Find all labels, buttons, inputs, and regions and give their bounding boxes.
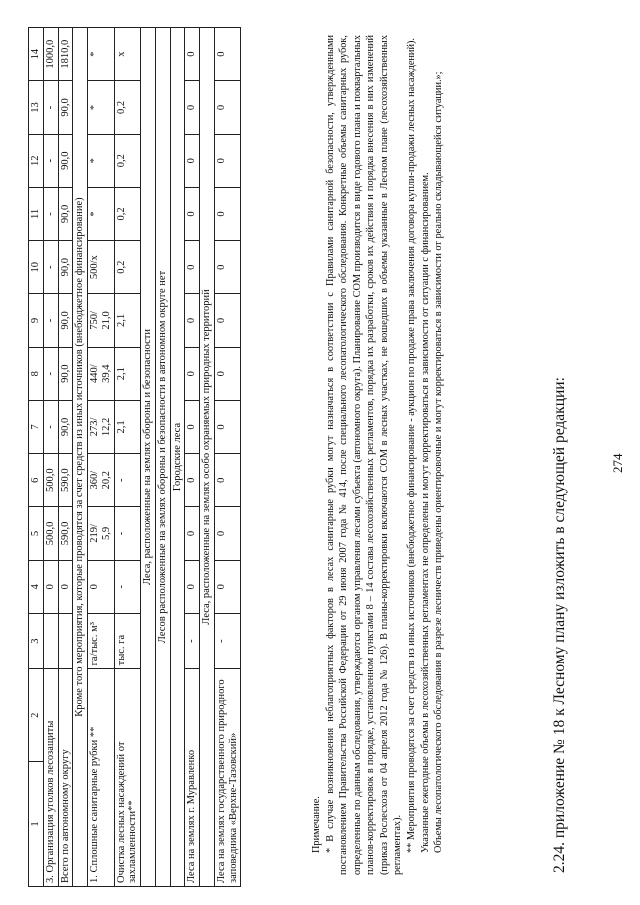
header-cell: 2 [29,669,44,762]
row-label: Всего по автономному округу [58,669,73,887]
table-row [43,28,58,887]
section-title: Кроме того мероприятия, которые проводятся за счет средств из иных источников (внебюджетное финансирование) [73,28,88,887]
table-cell: 0 [185,294,200,347]
table-cell: 590,0 [58,507,73,560]
forest-plan-table [28,27,241,887]
row-label: 1. Сплошные санитарные рубки ** [88,669,115,887]
table-cell: 0 [58,560,73,613]
table-cell: - [43,81,58,134]
section-row [170,28,185,887]
table-cell [88,400,115,453]
row-label: Леса на землях г. Муравленко [185,669,200,887]
section-row [73,28,88,887]
header-row [29,28,44,887]
header-cell: 3 [29,613,44,669]
table-cell: 0 [43,560,58,613]
table-cell: 90,0 [58,187,73,240]
table-cell: 0 [185,400,200,453]
table-cell: 2,1 [114,294,141,347]
table-cell: 0 [185,134,200,187]
table-cell: 0 [214,560,241,613]
cell-line: 360/ [89,470,100,490]
table-cell: 590,0 [58,454,73,507]
table-cell: - [43,294,58,347]
table-cell: 500,0 [43,454,58,507]
table-cell: 0 [214,294,241,347]
cell-line: 5,9 [100,526,112,540]
table-cell [88,454,115,507]
table-cell: 2,1 [114,400,141,453]
table-cell: - [43,134,58,187]
table-cell: 500,0 [43,507,58,560]
note-paragraph: * В случае возникновения неблагоприятных факторов в лесах санитарные рубки могут назначаться в соответствии с Правилами санитарной безопасности, утвержденными постановлением Правительства Российской Федерации от 29 июня 2007 года № 414, после специального лесопатологического обследования. Конкретные объемы санитарных рубок, определенные по данным обследования, утверждаются органом управления лесами субъекта (автономного округа). Планирование СОМ производится в виде годового плана и поквартальных планов-корректировок в порядке, установленном пунктами 8 – 14 состава лесохозяйственных регламентов, порядка их разработки, сроков их действия и порядка внесения в них изменений (приказ Рослесхоза от 04 апреля 2012 года № 126). В планы-корректировки включаются СОМ в лесных участках, не вошедших в объемы указанные в Лесном плане (лесохозяйственных регламентах). [324,35,404,875]
table-cell: - [214,613,241,669]
cell-line: 440/ [89,364,100,384]
table-cell [88,347,115,400]
section-title: Лесов расположенные на землях обороны и безопасности в автономном округе нет [155,28,170,887]
header-cell: 6 [29,454,44,507]
header-cell: 12 [29,134,44,187]
note-paragraph: ** Мероприятия проводятся за счет средств из иных источников (внебюджетное финансирование - аукцион по продаже права заключения договора купли-продажи лесных насаждений). [406,38,418,853]
table-cell [43,613,58,669]
table-cell: 90,0 [58,81,73,134]
section-title: Городские леса [170,28,185,887]
table-cell: 0 [185,507,200,560]
row-label: Леса на землях государственного природного заповедника «Верхне-Тазовский» [214,669,241,887]
table-cell: 0 [185,241,200,294]
cell-line: 219/ [89,524,100,543]
cell-line: 20,2 [100,471,112,490]
table-cell: 0 [214,507,241,560]
table-cell: - [43,187,58,240]
table-cell: 0 [214,187,241,240]
table-cell: 90,0 [58,347,73,400]
table-row [214,28,241,887]
section-row [155,28,170,887]
table-cell: - [185,613,200,669]
table-cell [88,507,115,560]
table-cell: 0 [185,81,200,134]
table-cell [88,294,115,347]
page-number: 274 [610,453,625,473]
table-cell: 0 [185,560,200,613]
unit-cell: га/тыс. м³ [88,613,115,669]
cell-line: 39,4 [100,364,112,383]
notes-title: Примечание. [311,796,322,853]
table-cell: 90,0 [58,400,73,453]
table-cell: 0 [88,560,115,613]
table-cell: - [43,400,58,453]
row-label: Очистка лесных насаждений от захламленности** [114,669,141,887]
table-cell: 0,2 [114,81,141,134]
table-cell: 0 [214,241,241,294]
table-cell: 0 [185,187,200,240]
table-row [88,28,115,887]
table-cell: 0 [214,81,241,134]
section-title: Леса, расположенные на землях особо охраняемых природных территорий [200,28,215,887]
table-cell: 0 [185,347,200,400]
table-cell: 0 [185,28,200,81]
table-cell: 0 [214,28,241,81]
table-row [185,28,200,887]
header-cell: 14 [29,28,44,81]
notes [310,35,446,875]
header-cell: 7 [29,400,44,453]
table-cell: 0 [185,454,200,507]
table-row [114,28,141,887]
table-cell [58,613,73,669]
table-cell: 0 [214,347,241,400]
section-title: Леса, расположенные на землях обороны и безопасности [141,28,156,887]
unit-cell: тыс. га [114,613,141,669]
header-cell: 13 [29,81,44,134]
section-row [141,28,156,887]
section-heading: 2.24. приложение № 18 к Лесному плану изложить в следующей редакции: [551,377,568,873]
table-cell: х [114,28,141,81]
header-cell: 4 [29,560,44,613]
table-cell: 90,0 [58,134,73,187]
table-cell: 500/х [88,241,115,294]
cell-line: 750/ [89,311,100,330]
table-cell: * [88,134,115,187]
table-cell: - [114,507,141,560]
note-paragraph: Указанные ежегодные объемы в лесохозяйственных регламентах не определены и могут корректироваться в зависимости от ситуации с финансированием. [419,172,431,853]
table-cell: - [43,347,58,400]
table-cell: - [114,454,141,507]
table-cell: - [43,241,58,294]
header-cell: 8 [29,347,44,400]
cell-line: 273/ [89,417,100,437]
row-label: 3. Организация уголков лесозащиты [43,669,58,887]
cell-line: 12,2 [100,417,112,437]
table-cell: 90,0 [58,294,73,347]
header-cell: 9 [29,294,44,347]
table-cell: 2,1 [114,347,141,400]
table-cell: * [88,28,115,81]
header-cell: 5 [29,507,44,560]
table-cell: 1000,0 [43,28,58,81]
header-cell: 11 [29,187,44,240]
table-cell: * [88,187,115,240]
table-cell: 0 [214,454,241,507]
table-cell: 0,2 [114,241,141,294]
table-cell: 0 [214,134,241,187]
header-cell: 1 [29,761,44,886]
header-cell: 10 [29,241,44,294]
table-cell: 90,0 [58,241,73,294]
cell-line: 21,0 [100,311,112,330]
table-cell: 0,2 [114,134,141,187]
table-cell: 1810,0 [58,28,73,81]
section-row [200,28,215,887]
note-paragraph: Объемы лесопатологического обследования в разрезе лесничеств приведены ориентировочные и могут корректироваться в зависимости от реально складывающейся ситуации.»; [433,71,445,853]
table-cell: * [88,81,115,134]
table-cell: 0,2 [114,187,141,240]
table-cell: - [114,560,141,613]
table-cell: 0 [214,400,241,453]
table-row [58,28,73,887]
